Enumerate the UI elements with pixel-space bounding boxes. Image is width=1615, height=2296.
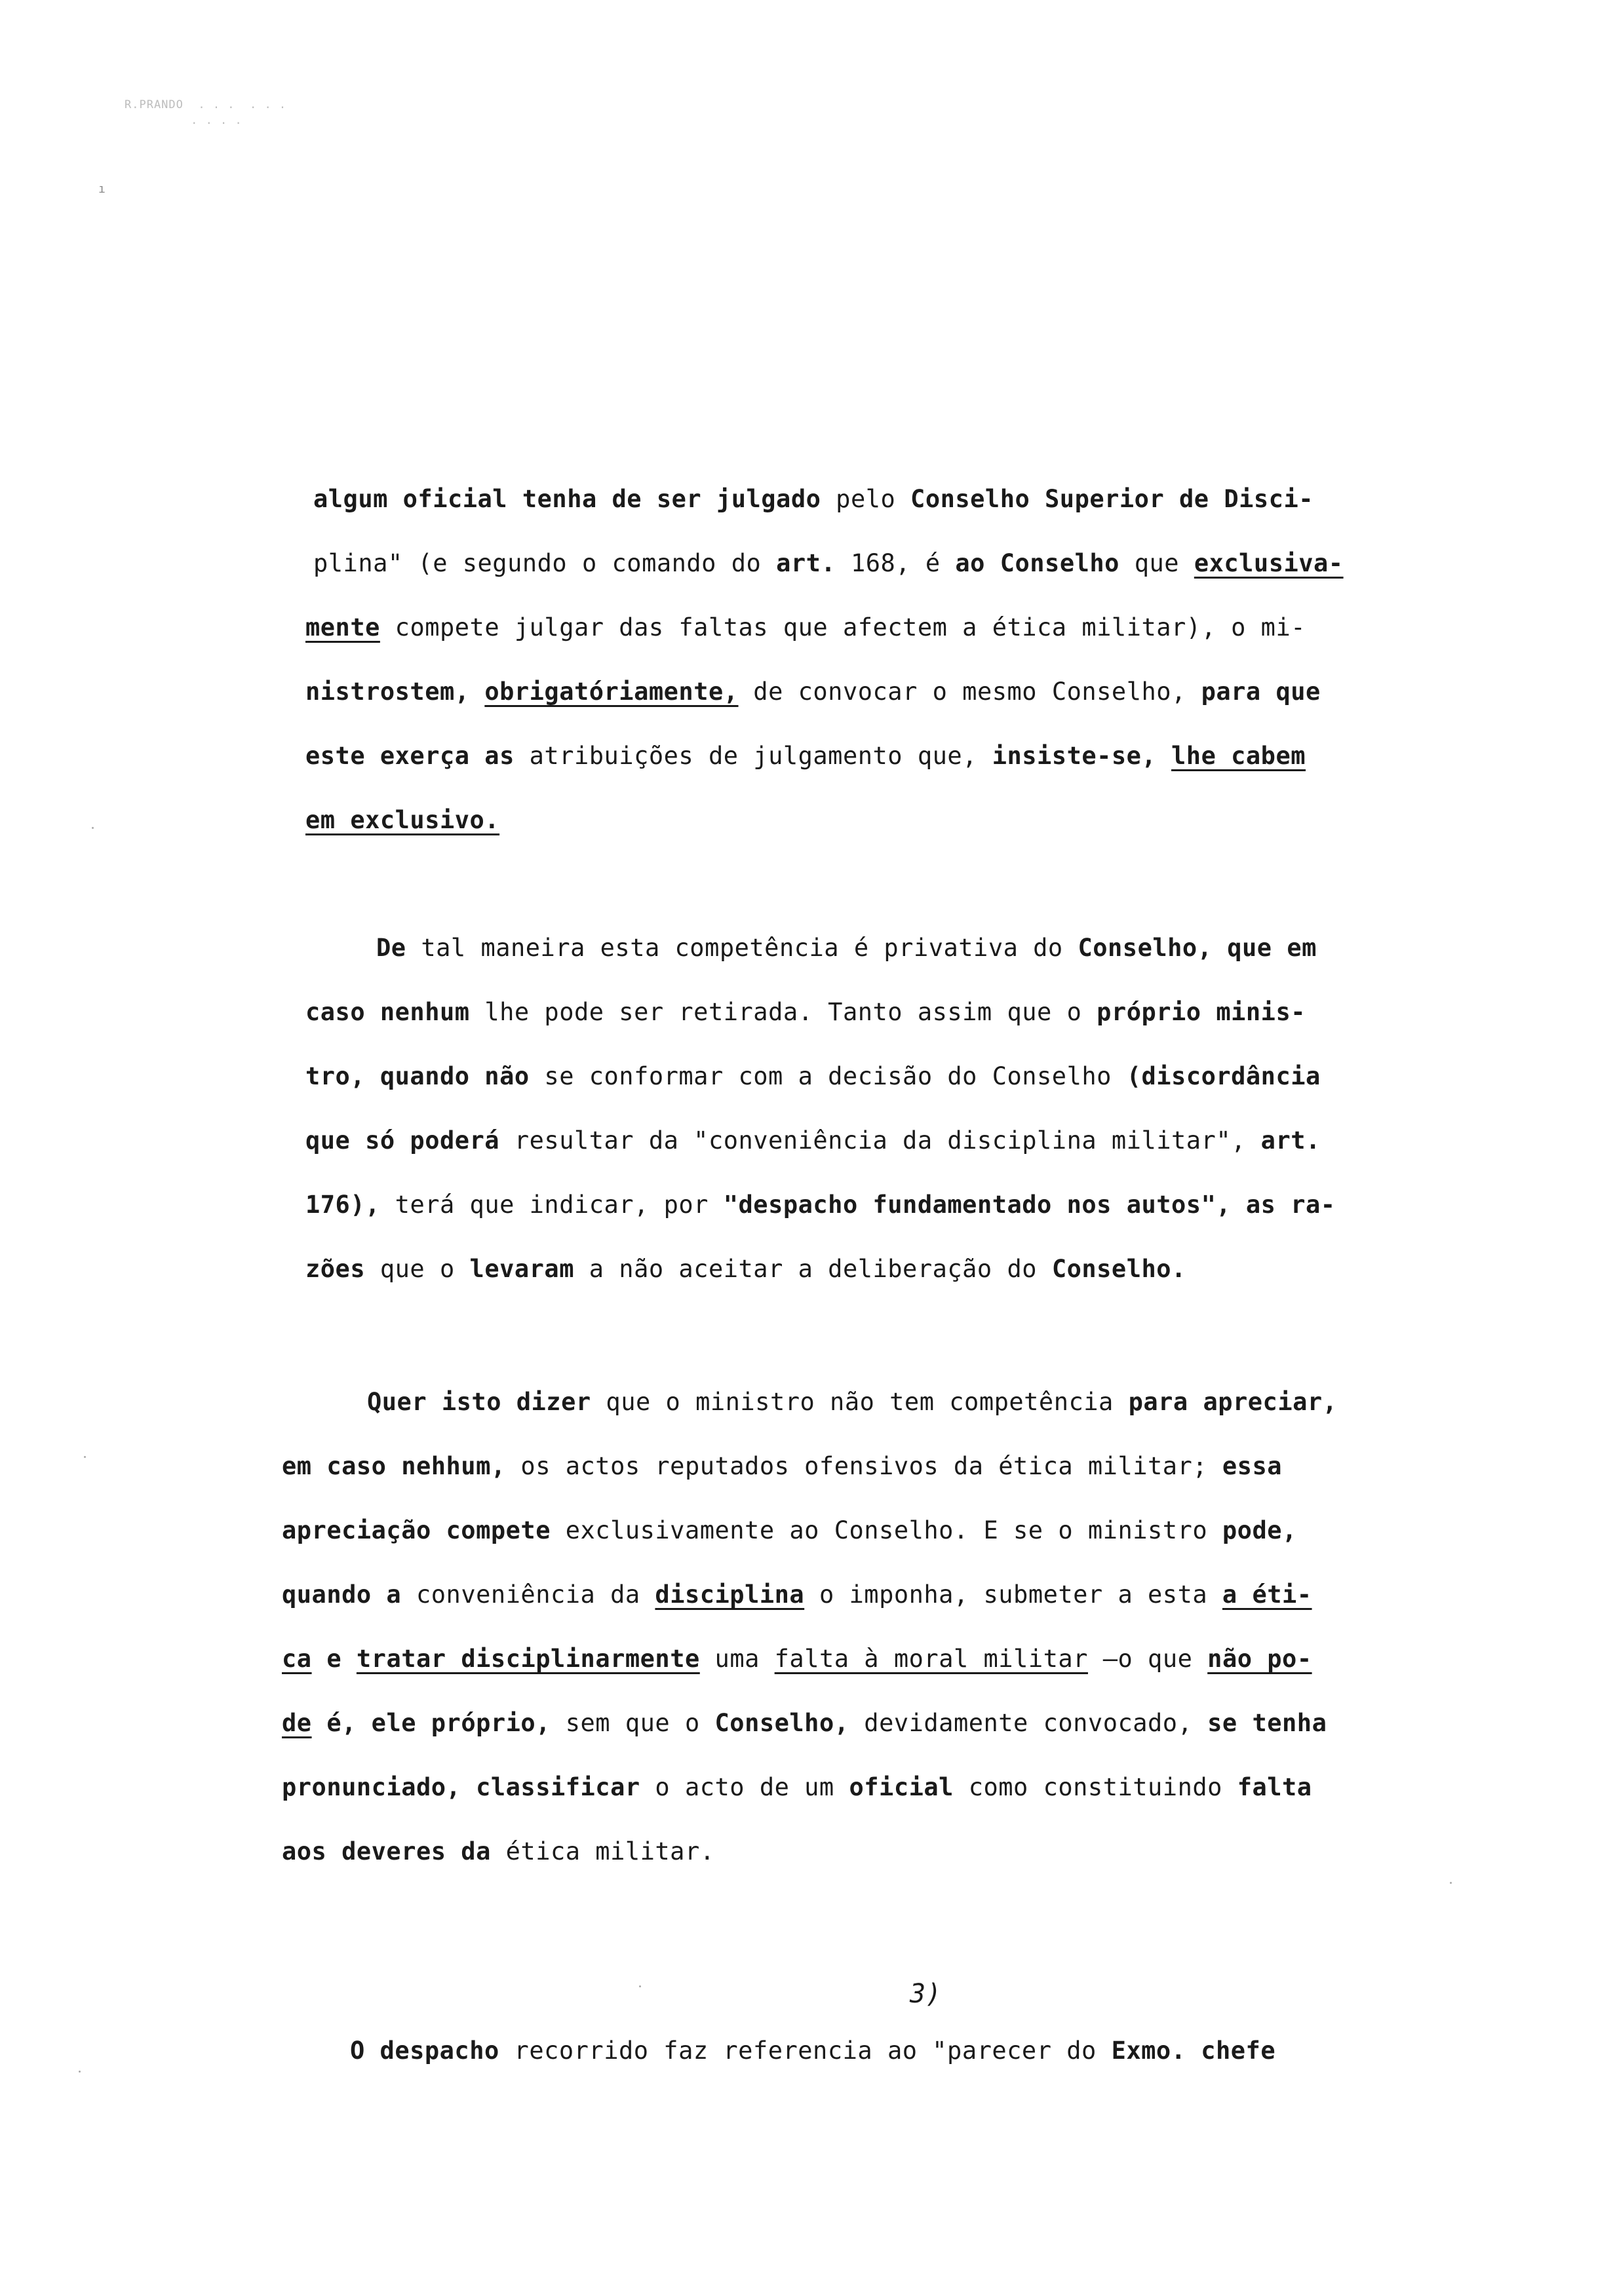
text-run: zões <box>305 1255 366 1283</box>
text-run: Conselho, <box>714 1709 849 1737</box>
text-line <box>282 1580 1312 1609</box>
text-run: Conselho Superior de Disci- <box>910 485 1313 513</box>
text-run <box>470 678 485 706</box>
text-run: lhe pode ser retirada. Tanto assim que o <box>469 998 1097 1026</box>
text-line <box>282 1516 1297 1545</box>
text-run: insiste-se, <box>992 742 1157 770</box>
text-run: levaram <box>469 1255 574 1283</box>
text-run: que <box>1119 549 1194 577</box>
text-run: 168, é <box>836 549 956 577</box>
text-run: terá que indicar, por <box>379 1191 724 1219</box>
text-run: De <box>376 934 406 962</box>
text-line <box>305 742 1306 771</box>
text-run: uma <box>699 1645 775 1673</box>
text-run: resultar da "conveniência da disciplina militar", <box>499 1126 1261 1155</box>
text-run: quando a <box>282 1580 402 1609</box>
text-run: que o ministro não tem competência <box>591 1388 1129 1416</box>
text-line <box>305 1255 1186 1284</box>
text-run: O despacho <box>350 2037 499 2065</box>
text-run: Quer isto dizer <box>367 1388 591 1416</box>
text-run: algum oficial tenha de ser julgado <box>313 485 821 513</box>
text-run: em caso nehhum, <box>282 1452 506 1480</box>
scan-speck <box>84 1456 86 1458</box>
text-run: pelo <box>821 485 911 513</box>
scan-speck <box>639 1985 641 1987</box>
text-run: disciplina <box>655 1580 805 1609</box>
text-run: próprio minis- <box>1097 998 1306 1026</box>
text-run: e <box>326 1645 342 1673</box>
text-run: falta à moral militar <box>774 1645 1088 1673</box>
text-run: ca <box>282 1645 312 1673</box>
text-run: Conselho, que em <box>1078 934 1317 962</box>
text-run <box>341 1645 357 1673</box>
margin-mark: ı <box>98 182 106 196</box>
text-run: lhe cabem <box>1171 742 1306 770</box>
text-run: plina" (e segundo o comando do <box>313 549 777 577</box>
text-run <box>312 1645 327 1673</box>
text-line <box>282 1709 1327 1738</box>
text-line <box>376 934 1317 963</box>
text-line <box>282 1837 715 1866</box>
text-run: (discordância <box>1126 1062 1321 1090</box>
text-run: conveniência da <box>401 1580 655 1609</box>
text-line <box>305 1191 1336 1219</box>
text-run <box>312 1709 327 1737</box>
text-run: art. <box>776 549 836 577</box>
text-line <box>305 806 499 835</box>
header-stamp: R.PRANDO . . . . . . . . . . <box>125 98 287 127</box>
text-run: a não aceitar a deliberação do <box>574 1255 1052 1283</box>
text-run: é, ele próprio, <box>326 1709 551 1737</box>
text-run: não po- <box>1207 1645 1312 1673</box>
text-line <box>313 549 1344 578</box>
text-line <box>282 1452 1282 1481</box>
text-line <box>367 1388 1337 1417</box>
text-run: tal maneira esta competência é privativa do <box>406 934 1078 962</box>
text-run: para que <box>1201 678 1321 706</box>
text-run: exclusiva- <box>1194 549 1344 577</box>
text-line <box>305 998 1306 1027</box>
text-run: os actos reputados ofensivos da ética militar; <box>505 1452 1222 1480</box>
text-run: obrigatóriamente, <box>484 678 739 706</box>
text-run: —o que <box>1087 1645 1208 1673</box>
text-run: se tenha <box>1207 1709 1327 1737</box>
text-run: "despacho fundamentado nos autos", as ra- <box>723 1191 1336 1219</box>
text-run: oficial <box>849 1773 954 1801</box>
text-run: este exerça as <box>305 742 515 770</box>
scan-speck <box>79 2071 81 2073</box>
text-run: exclusivamente ao Conselho. E se o ministro <box>550 1516 1222 1544</box>
text-run: ao Conselho <box>955 549 1119 577</box>
text-line <box>313 485 1313 514</box>
text-run: essa <box>1222 1452 1282 1480</box>
text-run: devidamente convocado, <box>849 1709 1208 1737</box>
text-run: de convocar o mesmo Conselho, <box>738 678 1201 706</box>
text-run: para apreciar, <box>1128 1388 1338 1416</box>
text-run: que só poderá <box>305 1126 500 1155</box>
text-run: aos deveres da <box>282 1837 491 1866</box>
text-run: recorrido faz referencia ao "parecer do <box>499 2037 1112 2065</box>
text-run: caso nenhum <box>305 998 470 1026</box>
text-run: tratar disciplinarmente <box>356 1645 700 1673</box>
text-run: nistrostem, <box>305 678 470 706</box>
scan-speck <box>1450 1882 1452 1884</box>
text-run: em exclusivo. <box>305 806 500 834</box>
text-run: se conformar com a decisão do Conselho <box>529 1062 1127 1090</box>
text-run <box>1156 742 1171 770</box>
text-run: art. <box>1260 1126 1321 1155</box>
text-run: que o <box>365 1255 470 1283</box>
text-line <box>305 678 1321 706</box>
text-run: Conselho. <box>1051 1255 1186 1283</box>
text-run: o imponha, submeter a esta <box>804 1580 1222 1609</box>
text-run: pode, <box>1222 1516 1297 1544</box>
text-run: tro, quando não <box>305 1062 530 1090</box>
text-run: o acto de um <box>640 1773 849 1801</box>
text-run: de <box>282 1709 312 1737</box>
text-run: atribuições de julgamento que, <box>514 742 992 770</box>
text-run: mente <box>305 613 380 641</box>
text-line <box>305 1126 1321 1155</box>
text-run: falta <box>1237 1773 1312 1801</box>
text-run: como constituindo <box>953 1773 1237 1801</box>
text-line <box>350 2037 1275 2065</box>
text-line <box>305 1062 1321 1091</box>
text-run: Exmo. chefe <box>1111 2037 1276 2065</box>
text-line <box>282 1773 1312 1802</box>
scan-speck <box>92 827 94 829</box>
text-run: 176), <box>305 1191 380 1219</box>
text-run: a éti- <box>1222 1580 1312 1609</box>
text-run: pronunciado, classificar <box>282 1773 640 1801</box>
text-run: ética militar. <box>490 1837 715 1866</box>
section-marker: 3) <box>910 1979 942 2009</box>
text-run: compete julgar das faltas que afectem a ética militar), o mi- <box>379 613 1306 641</box>
text-run: apreciação compete <box>282 1516 551 1544</box>
text-line <box>282 1645 1312 1674</box>
text-run: sem que o <box>550 1709 715 1737</box>
text-line <box>305 613 1306 642</box>
